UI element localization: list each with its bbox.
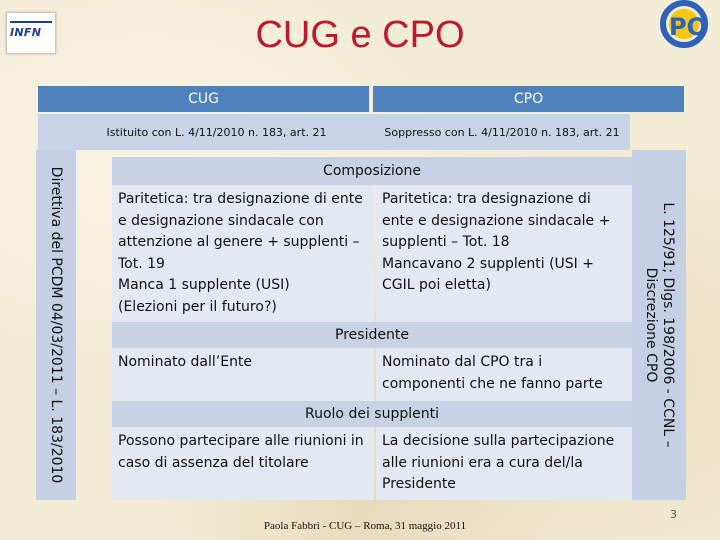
cug-side-reference <box>36 150 76 500</box>
po-logo <box>652 0 720 50</box>
presidente-cpo-cell: Nominato dal CPO tra i componenti che ne fanno parte <box>376 348 632 401</box>
slide-footer: Paola Fabbri - CUG – Roma, 31 maggio 2011 <box>263 520 467 532</box>
cpo-side-reference <box>632 150 686 500</box>
composizione-cpo-cell: Paritetica: tra designazione di ente e designazione sindacale + supplenti – Tot. 18 Mancavano 2 supplenti (USI + CGIL poi eletta) <box>376 185 632 322</box>
page-number: 3 <box>670 508 677 521</box>
cug-legal-basis: Istituito con L. 4/11/2010 n. 183, art. 21 <box>38 114 395 150</box>
composizione-cug-cell: Paritetica: tra designazione di ente e designazione sindacale con attenzione al genere + supplenti – Tot. 19 Manca 1 supplente (USI) (Elezioni per il futuro?) <box>112 185 374 322</box>
cug-side-reference-text: Direttiva del PCDM 04/03/2011 – L. 183/2010 <box>48 166 64 484</box>
ruolo-cpo-cell: La decisione sulla partecipazione alle riunioni era a cura del/la Presidente <box>376 427 632 500</box>
ruolo-cug-cell: Possono partecipare alle riunioni in caso di assenza del titolare <box>112 427 374 500</box>
cpo-column-header: CPO <box>373 86 684 112</box>
presidente-cug-cell: Nominato dall’Ente <box>112 348 374 401</box>
section-composizione: Composizione <box>112 157 632 185</box>
section-ruolo-supplenti: Ruolo dei supplenti <box>112 401 632 427</box>
section-presidente: Presidente <box>112 322 632 348</box>
po-logo-graphic <box>652 0 720 50</box>
po-logo-text: PO <box>669 13 707 41</box>
infn-logo-text: INFN <box>10 26 42 39</box>
cpo-side-reference-text: L. 125/91; Dlgs. 198/2006 - CCNL – Discrezione CPO <box>643 202 676 448</box>
cpo-legal-basis: Soppresso con L. 4/11/2010 n. 183, art. 21 <box>374 114 630 150</box>
slide-title: CUG e CPO <box>255 14 465 56</box>
cug-column-header: CUG <box>38 86 369 112</box>
